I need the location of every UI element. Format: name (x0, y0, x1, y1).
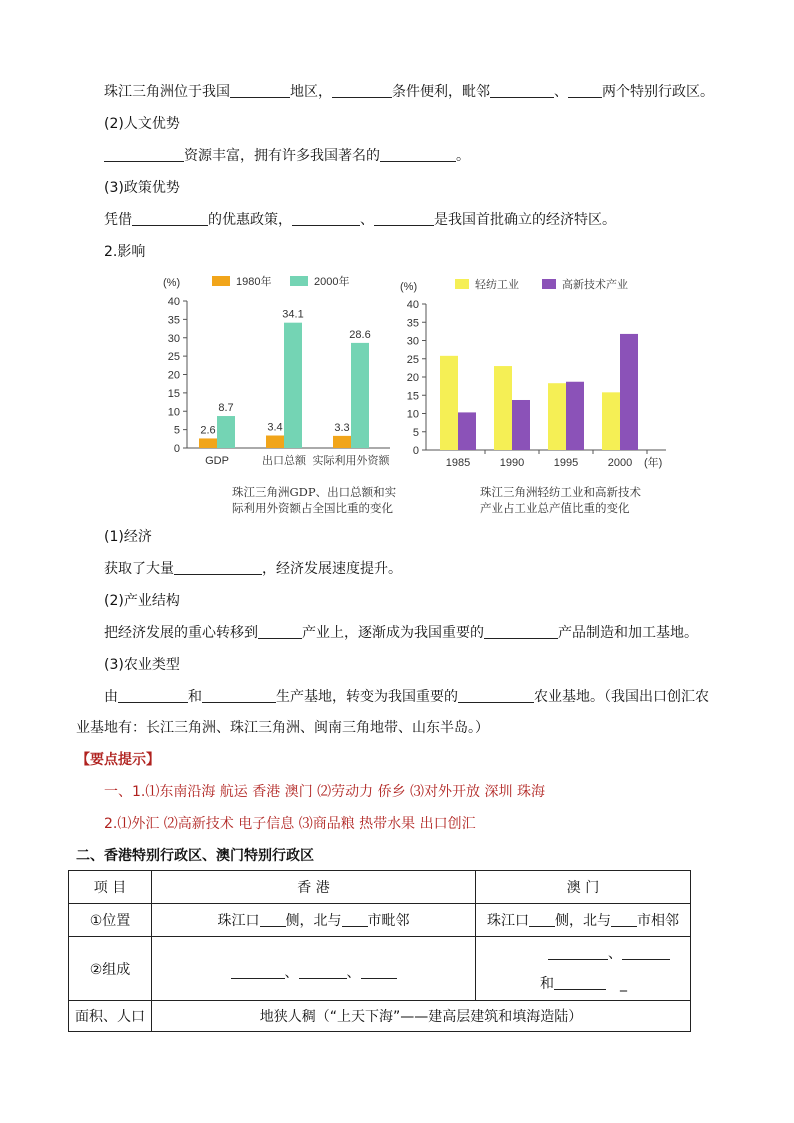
row-label-area-population: 面积、人口 (69, 1001, 152, 1032)
bar (199, 438, 217, 448)
y-tick-label: 0 (173, 443, 180, 455)
bar (458, 412, 476, 450)
paragraph-industry (104, 623, 698, 643)
tips-title: 【要点提示】 (76, 752, 160, 768)
text: 。 (456, 148, 470, 164)
fill-blank[interactable] (299, 964, 347, 979)
x-tick-label: 1990 (499, 457, 525, 469)
x-tick-label: 2000 (607, 457, 633, 469)
legend-swatch (542, 279, 556, 289)
table-row (69, 871, 691, 904)
heading-impact: 2.影响 (104, 244, 146, 260)
fill-blank[interactable] (258, 624, 302, 639)
text: 的优惠政策， (208, 212, 292, 228)
text: 两个特别行政区。 (602, 84, 714, 100)
fill-blank[interactable] (202, 688, 276, 703)
table-row (69, 904, 691, 937)
bar (440, 356, 458, 450)
text: 条件便利，毗邻 (392, 84, 490, 100)
y-tick-label: 20 (167, 369, 180, 382)
comparison-table (68, 870, 691, 1032)
row-label-location: ①位置 (69, 904, 152, 937)
y-tick-label: 40 (406, 299, 419, 311)
fill-blank[interactable] (622, 945, 670, 960)
data-label: 8.7 (218, 402, 234, 415)
bar (494, 366, 512, 450)
fill-blank[interactable] (118, 688, 188, 703)
y-tick-label: 30 (406, 335, 419, 348)
text: 侧，北与 (555, 913, 611, 929)
legend-label: 轻纺工业 (475, 279, 519, 291)
heading-policy: (3)政策优势 (104, 180, 180, 196)
text: 生产基地，转变为我国重要的 (276, 689, 458, 705)
y-tick-label: 10 (167, 406, 180, 419)
macau-location (476, 904, 691, 937)
text: 市相邻 (637, 913, 679, 929)
text: 农业基地。（我国出口创汇农 (534, 689, 709, 705)
tips-line-1: 一、1.⑴东南沿海 航运 香港 澳门 ⑵劳动力 侨乡 ⑶对外开放 深圳 珠海 (104, 784, 545, 800)
y-tick-label: 20 (406, 372, 419, 384)
data-label: 28.6 (349, 328, 371, 341)
text: 产业上，逐渐成为我国重要的 (302, 625, 484, 641)
text: 把经济发展的重心转移到 (104, 625, 258, 641)
text: 地区， (290, 84, 332, 100)
y-tick-label: 5 (412, 426, 419, 439)
bar (217, 416, 235, 448)
fill-blank[interactable] (361, 964, 397, 979)
x-tick-label: 1995 (553, 457, 579, 469)
bar (266, 436, 284, 448)
bar (284, 323, 302, 448)
legend-label: 高新技术产业 (562, 279, 628, 291)
fill-blank[interactable] (568, 83, 602, 98)
text: 获取了大量 (104, 561, 174, 577)
x-axis-unit: (年) (644, 457, 663, 469)
header-hk: 香 港 (152, 871, 476, 904)
text: 珠江三角洲位于我国 (104, 84, 230, 100)
table-row (69, 1001, 691, 1032)
area-population-content: 地狭人稠（“上天下海”——建高层建筑和填海造陆） (152, 1001, 691, 1032)
y-tick-label: 35 (167, 314, 180, 327)
text: 和 (188, 689, 202, 705)
y-tick-label: 15 (406, 390, 419, 403)
y-tick-label: 35 (406, 317, 419, 330)
fill-blank[interactable] (174, 560, 262, 575)
macau-composition-line2 (540, 969, 690, 999)
bar (620, 334, 638, 450)
fill-blank[interactable] (260, 912, 286, 927)
chart-share-national (150, 268, 395, 478)
fill-blank[interactable] (611, 912, 637, 927)
bar (512, 400, 530, 450)
legend-swatch (290, 276, 308, 286)
fill-blank[interactable] (104, 147, 184, 162)
paragraph-location (104, 82, 714, 102)
x-tick-label: 实际利用外资额 (312, 455, 390, 467)
text: 和 (540, 975, 554, 992)
paragraph-economy (104, 559, 402, 579)
y-tick-label: 30 (167, 332, 180, 345)
legend-label: 1980年 (236, 276, 272, 288)
fill-blank[interactable] (529, 912, 555, 927)
text: 资源丰富，拥有许多我国著名的 (184, 148, 380, 164)
text: 产品制造和加工基地。 (558, 625, 698, 641)
section-title-hk-macau: 二、香港特别行政区、澳门特别行政区 (76, 848, 314, 864)
x-tick-label: 1985 (445, 457, 471, 469)
data-label: 3.4 (267, 421, 283, 434)
x-tick-label: 出口总额 (262, 455, 306, 467)
y-tick-label: 5 (173, 424, 180, 437)
header-item: 项 目 (69, 871, 152, 904)
hk-location (152, 904, 476, 937)
fill-blank[interactable] (484, 624, 558, 639)
text: 、 (284, 964, 299, 981)
hk-composition (152, 937, 476, 1001)
data-label: 3.3 (334, 421, 350, 434)
heading-humanities: (2)人文优势 (104, 116, 180, 132)
table-row (69, 937, 691, 1001)
text: 是我国首批确立的经济特区。 (434, 212, 616, 228)
text: 由 (104, 689, 118, 705)
macau-composition (476, 937, 691, 1001)
text: 侧，北与 (285, 913, 342, 929)
y-tick-label: 25 (406, 353, 419, 366)
fill-blank[interactable] (380, 147, 456, 162)
heading-economy: (1)经济 (104, 529, 152, 545)
y-axis-label: (%) (163, 277, 181, 289)
row-label-composition: ②组成 (69, 937, 152, 1001)
legend-swatch (212, 276, 230, 286)
fill-blank[interactable] (458, 688, 534, 703)
y-tick-label: 40 (167, 296, 180, 308)
fill-blank[interactable] (292, 211, 360, 226)
text: 、 (346, 964, 361, 981)
chart2-caption (480, 484, 641, 516)
paragraph-policy (104, 210, 616, 230)
text: ，经济发展速度提升。 (262, 561, 402, 577)
legend-swatch (455, 279, 469, 289)
heading-agriculture: (3)农业类型 (104, 657, 180, 673)
text: _ (620, 975, 627, 992)
header-macau: 澳 门 (476, 871, 691, 904)
fill-blank[interactable] (554, 975, 606, 990)
fill-blank[interactable] (230, 83, 290, 98)
y-tick-label: 0 (412, 445, 419, 457)
data-label: 2.6 (200, 424, 216, 437)
y-tick-label: 10 (406, 408, 419, 421)
text: 珠江口 (217, 913, 260, 929)
x-tick-label: GDP (205, 455, 229, 467)
y-axis-label: (%) (400, 281, 418, 293)
chart-industry-share (390, 268, 680, 478)
data-label: 34.1 (282, 308, 304, 321)
paragraph-agriculture (104, 687, 709, 707)
fill-blank[interactable] (231, 964, 285, 979)
paragraph-humanities (104, 146, 470, 166)
y-tick-label: 25 (167, 351, 180, 364)
text: 、 (608, 945, 622, 962)
fill-blank[interactable] (374, 211, 434, 226)
fill-blank[interactable] (342, 912, 368, 927)
bar (602, 392, 620, 450)
caption-line: 际利用外资额占全国比重的变化 (232, 501, 393, 515)
paragraph-agriculture-cont: 业基地有：长江三角洲、珠江三角洲、闽南三角地带、山东半岛。） (76, 720, 489, 736)
bar (351, 343, 369, 448)
caption-line: 产业占工业总产值比重的变化 (480, 501, 630, 515)
bar (333, 436, 351, 448)
text: 、 (554, 84, 568, 100)
chart1-caption (232, 484, 396, 516)
bar (566, 382, 584, 450)
tips-line-2: 2.⑴外汇 ⑵高新技术 电子信息 ⑶商品粮 热带水果 出口创汇 (104, 816, 476, 832)
macau-composition-line1 (540, 939, 690, 969)
fill-blank[interactable] (132, 211, 208, 226)
fill-blank[interactable] (332, 83, 392, 98)
fill-blank[interactable] (490, 83, 554, 98)
bar (548, 383, 566, 450)
text: 凭借 (104, 212, 132, 228)
heading-industry: (2)产业结构 (104, 593, 180, 609)
text: 珠江口 (487, 913, 529, 929)
y-tick-label: 15 (167, 387, 180, 400)
caption-line: 珠江三角洲轻纺工业和高新技术 (480, 485, 641, 499)
text: 市毗邻 (367, 913, 410, 929)
fill-blank[interactable] (548, 945, 608, 960)
caption-line: 珠江三角洲GDP、出口总额和实 (232, 485, 397, 499)
text: 、 (360, 212, 374, 228)
legend-label: 2000年 (314, 276, 350, 288)
